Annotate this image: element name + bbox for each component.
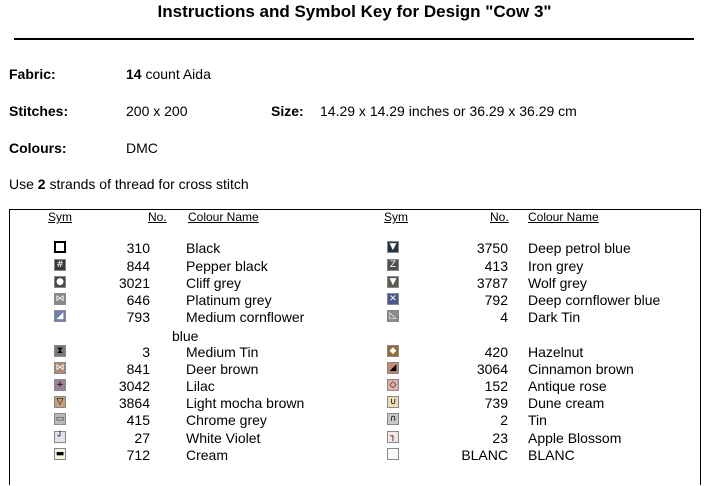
colour-name: Deep petrol blue — [528, 240, 631, 256]
dmc-number: 841 — [126, 361, 150, 377]
colour-name: Dark Tin — [528, 309, 581, 325]
dmc-number: 27 — [134, 430, 150, 446]
instruction-pre: Use — [9, 176, 34, 192]
dmc-number: 844 — [126, 258, 150, 274]
dmc-number: 793 — [126, 309, 150, 325]
page-title: Instructions and Symbol Key for Design "Cow 3" — [157, 2, 552, 21]
header-name-right: Colour Name — [528, 210, 599, 224]
symbol-swatch-icon: ┘ — [54, 431, 66, 443]
symbol-swatch-icon: ⧗ — [54, 345, 66, 357]
symbol-swatch-icon: ◺ — [387, 310, 399, 322]
stitches-label: Stitches: — [9, 103, 69, 119]
symbol-swatch-icon: ┐ — [387, 431, 399, 443]
symbol-swatch-icon: ▼ — [387, 276, 399, 288]
symbol-swatch-icon: # — [54, 259, 66, 271]
colour-name: Hazelnut — [528, 344, 584, 360]
symbol-swatch-icon: ✕ — [387, 293, 399, 305]
symbol-swatch-icon: ▬ — [55, 449, 65, 459]
dmc-number: 3021 — [118, 275, 150, 291]
dmc-number: 4 — [500, 309, 508, 325]
key-row-right — [10, 309, 700, 326]
colour-name: Light mocha brown — [186, 395, 305, 411]
key-row-right — [10, 258, 700, 275]
key-row-right — [10, 395, 700, 412]
header-no-right: No. — [490, 210, 509, 224]
fabric-count: 14 — [126, 66, 142, 82]
symbol-swatch-icon: ⋈ — [55, 363, 65, 373]
symbol-swatch-icon: ⋈ — [55, 294, 65, 304]
colour-name: Pepper black — [186, 258, 268, 274]
dmc-number: 3042 — [118, 378, 150, 394]
dmc-number: 739 — [484, 395, 508, 411]
instruction-post: strands of thread for cross stitch — [49, 176, 249, 192]
symbol-swatch-icon: ◆ — [387, 345, 399, 357]
stitches-value: 200 x 200 — [126, 103, 188, 119]
symbol-swatch-icon: ◇ — [387, 379, 399, 391]
dmc-number: 310 — [126, 240, 150, 256]
symbol-swatch-icon: ∪ — [387, 396, 399, 408]
size-value: 14.29 x 14.29 inches or 36.29 x 36.29 cm — [320, 103, 577, 119]
colour-name: Wolf grey — [528, 275, 587, 291]
colours-value: DMC — [126, 140, 158, 156]
colour-name: Black — [186, 240, 221, 256]
fabric-value — [126, 66, 211, 82]
dmc-number: 3864 — [118, 395, 150, 411]
key-row-right — [10, 240, 700, 257]
colour-name: Antique rose — [528, 378, 607, 394]
instruction-text — [9, 176, 249, 192]
fabric-type: count Aida — [145, 66, 211, 82]
dmc-number: 415 — [126, 412, 150, 428]
instruction-strands: 2 — [37, 176, 46, 192]
symbol-swatch-icon: + — [54, 379, 66, 391]
colour-name: Platinum grey — [186, 292, 272, 308]
colour-name: Medium Tin — [186, 344, 259, 360]
symbol-swatch-icon: ◢ — [54, 310, 66, 322]
colour-name: Lilac — [186, 378, 215, 394]
colour-name: Dune cream — [528, 395, 605, 411]
colour-name: Cinnamon brown — [528, 361, 634, 377]
key-row-right — [10, 344, 700, 361]
colour-name: White Violet — [186, 430, 261, 446]
fabric-label: Fabric: — [9, 66, 56, 82]
key-row-right — [10, 378, 700, 395]
dmc-number: 3750 — [476, 240, 508, 256]
colours-label: Colours: — [9, 140, 67, 156]
title-divider — [14, 38, 694, 40]
key-row-right — [10, 412, 700, 429]
dmc-number: BLANC — [461, 447, 508, 463]
key-row-right — [10, 292, 700, 309]
dmc-number: 152 — [484, 378, 508, 394]
header-no-left: No. — [148, 210, 167, 224]
dmc-number: 3064 — [476, 361, 508, 377]
dmc-number: 420 — [484, 344, 508, 360]
dmc-number: 413 — [484, 258, 508, 274]
key-row-right — [10, 275, 700, 292]
symbol-swatch-icon: ▭ — [55, 414, 65, 424]
colour-name: Deer brown — [186, 361, 259, 377]
dmc-number: 792 — [484, 292, 508, 308]
colour-name: Apple Blossom — [528, 430, 622, 446]
colour-name: Cream — [186, 447, 229, 463]
symbol-swatch-icon: ◢ — [387, 362, 399, 374]
header-name-left: Colour Name — [188, 210, 259, 224]
colour-name: Tin — [528, 412, 547, 428]
symbol-swatch-icon: Z — [387, 259, 399, 271]
colour-name: BLANC — [528, 447, 575, 463]
key-row-right — [10, 361, 700, 378]
dmc-number: 3787 — [476, 275, 508, 291]
symbol-swatch-icon: ▼ — [387, 241, 399, 253]
dmc-number: 23 — [492, 430, 508, 446]
symbol-swatch-icon: ● — [54, 276, 66, 288]
dmc-number: 3 — [142, 344, 150, 360]
colour-name: Medium cornflower — [186, 309, 305, 325]
key-row-right — [10, 447, 700, 464]
dmc-number: 2 — [500, 412, 508, 428]
symbol-swatch-icon: ∩ — [387, 413, 399, 425]
header-sym-left: Sym — [48, 210, 72, 224]
symbol-swatch-icon — [387, 448, 399, 460]
colour-name: Iron grey — [528, 258, 584, 274]
key-row-right — [10, 430, 700, 447]
size-label: Size: — [271, 103, 304, 119]
wrapped-name-continuation: blue — [172, 328, 199, 344]
symbol-key-table — [9, 209, 701, 485]
colour-name: Chrome grey — [186, 412, 267, 428]
header-sym-right: Sym — [384, 210, 408, 224]
colour-name: Deep cornflower blue — [528, 292, 661, 308]
colour-name: Cliff grey — [186, 275, 241, 291]
symbol-swatch-icon: ▽ — [54, 396, 66, 408]
dmc-number: 712 — [126, 447, 150, 463]
dmc-number: 646 — [126, 292, 150, 308]
